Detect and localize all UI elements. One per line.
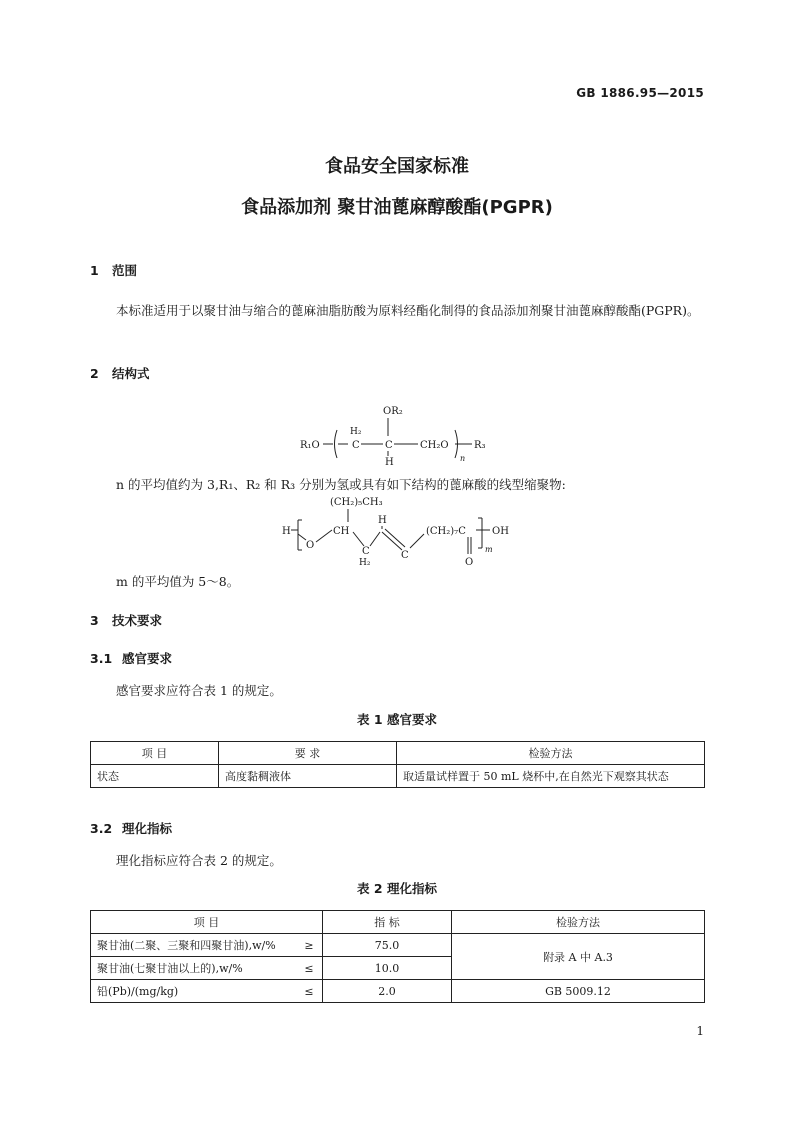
section-number: 3.1 xyxy=(90,651,113,666)
formula-ch2ch3: (CH₂)₅CH₃ xyxy=(330,497,383,508)
formula-h2: H₂ xyxy=(350,427,362,437)
table-cell: 10.0 xyxy=(323,957,452,980)
section-3-1-text: 感官要求应符合表 1 的规定。 xyxy=(116,683,282,698)
page-number: 1 xyxy=(696,1024,704,1038)
formula-ch: CH xyxy=(333,526,350,537)
formula-oh: OH xyxy=(492,526,509,537)
table-header-cell: 项 目 xyxy=(91,911,323,934)
table-cell: 75.0 xyxy=(323,934,452,957)
formula-h2: H₂ xyxy=(359,558,371,568)
table-2-caption: 表 2 理化指标 xyxy=(357,881,437,896)
section-1-text: 本标准适用于以聚甘油与缩合的蓖麻油脂肪酸为原料经酯化制得的食品添加剂聚甘油蓖麻醇酸酯(PGPR)。 xyxy=(116,303,700,318)
table-header-row xyxy=(91,742,705,765)
table-header-row xyxy=(91,911,705,934)
section-3-2-heading xyxy=(90,819,172,837)
formula-or2: OR₂ xyxy=(383,406,403,417)
table-cell: 状态 xyxy=(91,765,219,788)
section-number: 1 xyxy=(90,263,99,278)
section-1-heading xyxy=(90,261,137,279)
section-number: 3 xyxy=(90,613,99,628)
table-cell: ≤ xyxy=(296,957,323,980)
section-3-heading xyxy=(90,611,162,629)
standard-number: GB 1886.95—2015 xyxy=(576,86,704,100)
section-2-heading xyxy=(90,364,150,382)
formula-h-left: H xyxy=(282,526,291,537)
formula-ch2o: CH₂O xyxy=(420,440,449,451)
table-cell: GB 5009.12 xyxy=(452,980,705,1003)
table-cell: 聚甘油(七聚甘油以上的),w/% xyxy=(91,957,297,980)
formula-c-right: C xyxy=(401,550,409,561)
formula-chain: (CH₂)₇C xyxy=(426,526,466,537)
formula-h-top: H xyxy=(378,515,387,526)
section-title: 结构式 xyxy=(112,366,150,381)
section-3-2-text: 理化指标应符合表 2 的规定。 xyxy=(116,853,282,868)
section-title: 范围 xyxy=(112,263,138,278)
formula-m: m xyxy=(485,545,493,554)
section-title: 技术要求 xyxy=(112,613,163,628)
formula-n: n xyxy=(460,454,466,463)
section-title: 感官要求 xyxy=(122,651,173,666)
page-title: 食品安全国家标准 xyxy=(325,156,469,177)
page-subtitle: 食品添加剂 聚甘油蓖麻醇酸酯(PGPR) xyxy=(241,197,553,218)
formula-c2: C xyxy=(385,440,393,451)
formula-o: O xyxy=(306,540,315,551)
table-header-cell: 检验方法 xyxy=(452,911,705,934)
table-row xyxy=(91,765,705,788)
formula-c1: C xyxy=(352,440,360,451)
section-number: 2 xyxy=(90,366,99,381)
formula-note-1: n 的平均值约为 3,R₁、R₂ 和 R₃ 分别为氢或具有如下结构的蓖麻酸的线型缩聚物: xyxy=(116,477,566,492)
formula-r3: R₃ xyxy=(474,440,486,451)
formula-r1o: R₁O xyxy=(300,440,320,451)
table-cell: 聚甘油(二聚、三聚和四聚甘油),w/% xyxy=(91,934,297,957)
structural-formula-2 xyxy=(278,492,528,572)
section-title: 理化指标 xyxy=(122,821,173,836)
formula-o-bottom: O xyxy=(465,557,474,568)
table-cell: 取适量试样置于 50 mL 烧杯中,在自然光下观察其状态 xyxy=(397,765,705,788)
table-header-cell: 检验方法 xyxy=(397,742,705,765)
table-cell: ≥ xyxy=(296,934,323,957)
section-3-1-heading xyxy=(90,649,172,667)
table-cell: 2.0 xyxy=(323,980,452,1003)
table-header-cell: 要 求 xyxy=(219,742,397,765)
table-1-caption: 表 1 感官要求 xyxy=(357,712,437,727)
table-cell: 附录 A 中 A.3 xyxy=(452,934,705,980)
table-cell: 高度黏稠液体 xyxy=(219,765,397,788)
structural-formula-1 xyxy=(290,398,510,468)
table-2 xyxy=(90,910,705,1003)
table-cell: 铅(Pb)/(mg/kg) xyxy=(91,980,297,1003)
table-header-cell: 项 目 xyxy=(91,742,219,765)
formula-note-2: m 的平均值为 5～8。 xyxy=(116,574,240,589)
section-number: 3.2 xyxy=(90,821,113,836)
table-header-cell: 指 标 xyxy=(323,911,452,934)
table-1 xyxy=(90,741,705,788)
formula-h: H xyxy=(385,457,394,468)
table-row xyxy=(91,980,705,1003)
formula-c-left: C xyxy=(362,546,370,557)
table-cell: ≤ xyxy=(296,980,323,1003)
table-row xyxy=(91,934,705,957)
